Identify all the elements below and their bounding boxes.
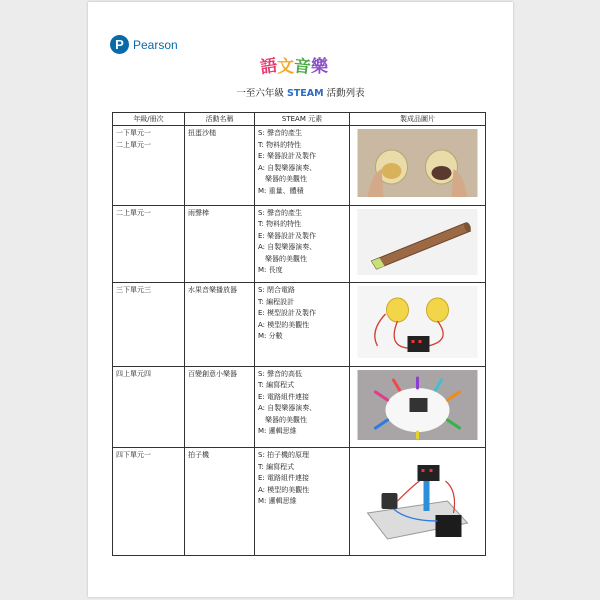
table-row: [113, 283, 486, 367]
grade-cell: [113, 448, 185, 556]
table-row: [113, 126, 486, 206]
steam-element: A: 自製樂器演奏、: [258, 404, 317, 412]
grade-cell: [113, 366, 185, 448]
steam-elements: [255, 126, 350, 206]
steam-element: S: 聲音的高低: [258, 369, 303, 378]
title-prefix: 一至六年級: [236, 88, 287, 99]
activity-name: 拍子機: [185, 448, 255, 556]
steam-elements: [255, 205, 350, 283]
metronome-photo: [355, 451, 480, 547]
maracas-photo: [355, 129, 480, 197]
steam-elements: [255, 366, 350, 448]
pearson-logo-text: Pearson: [133, 37, 178, 52]
steam-element: E: 電路組件連接: [258, 474, 310, 482]
brand-char: 樂: [311, 57, 328, 77]
grade-line: 一下單元一: [116, 129, 151, 137]
header-grade: 年級/冊次: [113, 113, 185, 126]
grade-cell: [113, 283, 185, 367]
steam-element: M: 邏輯思維: [258, 427, 297, 435]
brand-char: 音: [292, 56, 312, 78]
steam-element: T: 編寫程式: [258, 462, 295, 471]
steam-element: T: 物料的特性: [258, 140, 302, 149]
pearson-logo-icon: P: [110, 35, 129, 54]
page-title: [88, 85, 513, 99]
steam-element: T: 編寫程式: [258, 381, 295, 389]
steam-element: M: 邏輯思維: [258, 497, 297, 505]
activity-name: 百變創意小樂器: [185, 366, 255, 448]
activity-name: 扭蛋沙槌: [185, 126, 255, 206]
steam-element: A: 自製樂器演奏、: [258, 243, 317, 251]
activity-name: 雨聲棒: [185, 205, 255, 283]
steam-elements: [255, 448, 350, 556]
steam-element: E: 電路組件連接: [258, 392, 310, 401]
photo-cell: [350, 205, 486, 283]
activity-table: [112, 112, 486, 556]
photo-cell: [350, 448, 486, 556]
steam-element: 樂器的美觀性: [258, 415, 307, 424]
pearson-logo: [110, 35, 178, 54]
steam-element: M: 長度: [258, 266, 283, 274]
brand-char: 文: [277, 57, 294, 77]
steam-element: A: 模型的美觀性: [258, 320, 310, 329]
steam-element: E: 模型設計及製作: [258, 309, 317, 317]
table-header-row: [113, 113, 486, 126]
photo-cell: [350, 283, 486, 367]
header-photo: 製成品圖片: [350, 113, 486, 126]
steam-element: S: 拍子機的原理: [258, 451, 310, 459]
photo-cell: [350, 366, 486, 448]
steam-element: E: 樂器設計及製作: [258, 152, 317, 160]
rainstick-photo: [355, 209, 480, 275]
steam-element: E: 樂器設計及製作: [258, 231, 317, 240]
steam-element: M: 重量、體積: [258, 186, 304, 195]
grade-line: 三下單元三: [116, 286, 151, 294]
brand-char: 語: [259, 55, 279, 79]
document-page: [88, 2, 513, 597]
steam-element: 樂器的美觀性: [258, 254, 307, 263]
grade-line: 四上單元四: [116, 369, 151, 378]
grade-cell: [113, 126, 185, 206]
grade-line: 二上單元一: [116, 208, 151, 217]
steam-element: T: 物料的特性: [258, 220, 302, 228]
steam-element: A: 模型的美觀性: [258, 485, 310, 494]
grade-cell: [113, 205, 185, 283]
steam-element: S: 聲音的產生: [258, 208, 303, 217]
title-steam: STEAM: [286, 88, 324, 99]
table-row: [113, 366, 486, 448]
table-row: [113, 448, 486, 556]
table-row: [113, 205, 486, 283]
header-activity: 活動名稱: [185, 113, 255, 126]
steam-element: S: 聲音的產生: [258, 129, 303, 137]
steam-element: S: 閉合電路: [258, 286, 296, 294]
steam-element: T: 編程設計: [258, 297, 295, 306]
grade-line: 二上單元一: [116, 140, 151, 149]
fruit-player-photo: [355, 286, 480, 358]
header-steam: STEAM 元素: [255, 113, 350, 126]
steam-element: M: 分數: [258, 332, 283, 340]
steam-element: 樂器的美觀性: [258, 175, 307, 183]
photo-cell: [350, 126, 486, 206]
creative-instrument-photo: [355, 370, 480, 440]
steam-element: A: 自製樂器演奏、: [258, 163, 317, 172]
grade-line: 四下單元一: [116, 451, 151, 459]
title-suffix: 活動列表: [323, 88, 365, 99]
activity-name: 水果音樂播放器: [185, 283, 255, 367]
steam-elements: [255, 283, 350, 367]
brand-title: [260, 52, 328, 77]
